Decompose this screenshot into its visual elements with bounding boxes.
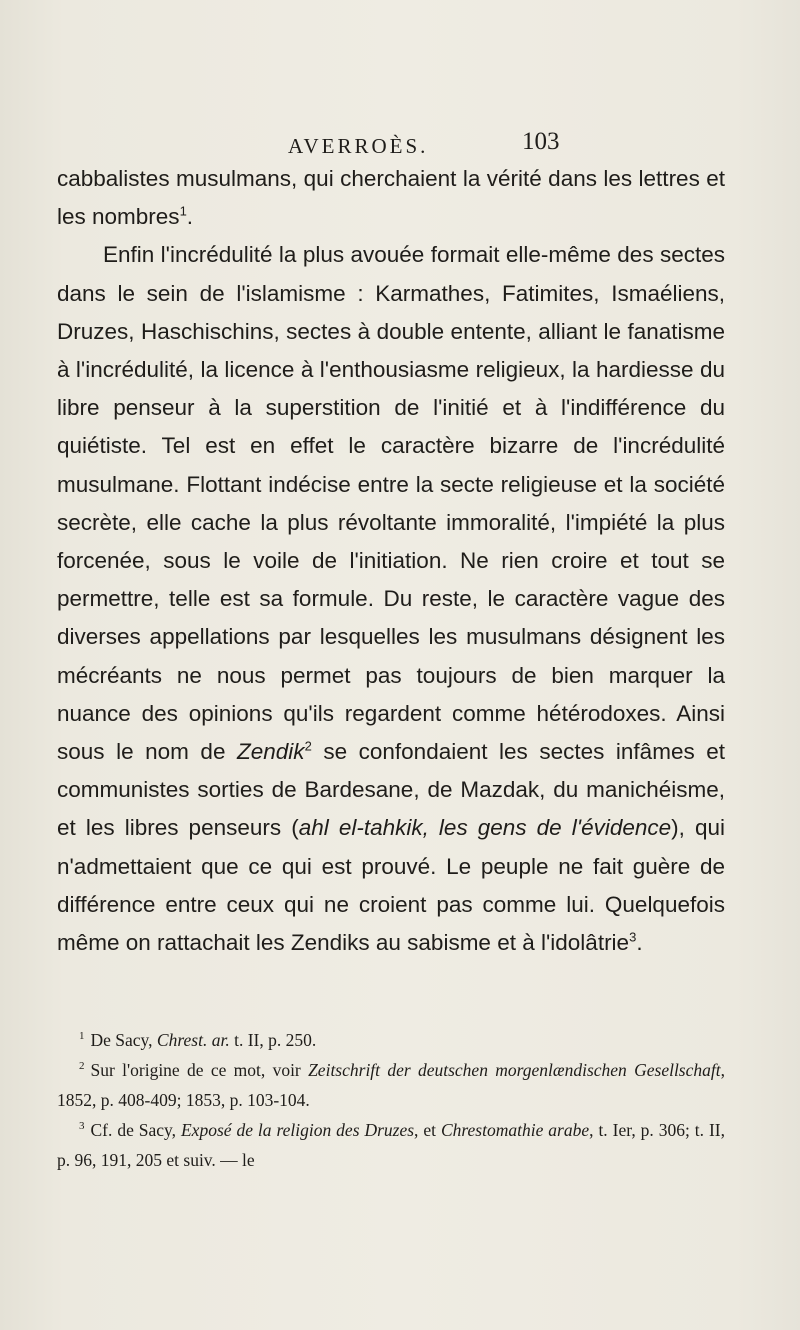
- footnote-1-text-b: t. II, p. 250.: [229, 1030, 317, 1050]
- footnote-1-text-a: De Sacy,: [90, 1030, 157, 1050]
- footnote-3-text-b: , et: [414, 1120, 441, 1140]
- footnote-ref-3: 3: [629, 929, 637, 945]
- footnote-2-text-b: , 1852, p. 408-409; 1853, p. 103-104.: [57, 1060, 725, 1110]
- body-text: [57, 160, 725, 962]
- footnote-1-number: 1: [79, 1030, 85, 1043]
- footnote-ref-1: 1: [179, 203, 187, 219]
- footnote-3-text-a: Cf. de Sacy,: [90, 1120, 181, 1140]
- footnote-2-title: Zeitschrift der deutschen morgenlændischen Gesellschaft: [308, 1060, 721, 1080]
- footnote-3-text-c: , t. Ier, p. 306; t. II, p. 96, 191, 205 et suiv. — le: [57, 1120, 725, 1170]
- zendik-term: Zendik: [237, 739, 305, 765]
- paragraph-1: [57, 160, 725, 236]
- footnote-2-number: 2: [79, 1060, 85, 1073]
- footnote-1: [57, 1025, 725, 1055]
- footnote-3-title-2: Chrestomathie arabe: [440, 1120, 590, 1140]
- footnote-3-title-1: Exposé de la religion des Druzes: [180, 1120, 415, 1140]
- footnote-2-text-a: Sur l'origine de ce mot, voir: [90, 1060, 309, 1080]
- footnote-3-number: 3: [79, 1120, 85, 1133]
- paragraph-2-text-a: Enfin l'incrédulité la plus avouée formait elle-même des sectes dans le sein de l'islamisme : Karmathes, Fatimites, Ismaéliens, Druzes, Haschischins, sectes à double entente, alliant le fanatisme à l'incrédulité, la licence à l'enthousiasme religieux, la hardiesse du libre penseur à la superstition de l'initié et à l'indifférence du quiétiste. Tel est en effet le caractère bizarre de l'incrédulité musulmane. Flottant indécise entre la secte religieuse et la société secrète, elle cache la plus révoltante immoralité, l'impiété la plus forcenée, sous le voile de l'initiation. Ne rien croire et tout se permettre, telle est sa formule. Du reste, le caractère vague des diverses appellations par lesquelles les musulmans désignent les mécréants ne nous permet pas toujours de bien marquer la nuance des opinions qu'ils regardent comme hétérodoxes. Ainsi sous le nom de: [57, 242, 725, 765]
- footnote-ref-2: 2: [304, 738, 312, 754]
- paragraph-2: [57, 236, 725, 962]
- paragraph-1-text: cabbalistes musulmans, qui cherchaient la vérité dans les lettres et les nombres: [57, 166, 725, 230]
- footnote-3: [57, 1115, 725, 1175]
- footnote-2: [57, 1055, 725, 1115]
- paragraph-1-end: .: [186, 204, 194, 230]
- paragraph-2-text-b: se confondaient les sectes infâmes et communistes sorties de Bardesane, de Mazdak, du manichéisme, et les libres penseurs (: [57, 739, 726, 841]
- footnote-1-title: Chrest. ar.: [156, 1030, 230, 1050]
- paragraph-2-end: .: [636, 930, 643, 956]
- page-number: 103: [522, 128, 560, 155]
- footnotes: [57, 1025, 725, 1175]
- ahl-el-tahkik-term: ahl el-tahkik, les gens de l'évidence: [298, 815, 672, 841]
- paragraph-2-text-c: ), qui n'admettaient que ce qui est prouvé. Le peuple ne fait guère de différence entre ceux qui ne croient pas comme lui. Quelquefois même on rattachait les Zendiks au sabisme et à l'idolâtrie: [57, 815, 725, 956]
- running-title: AVERROÈS.: [288, 134, 429, 158]
